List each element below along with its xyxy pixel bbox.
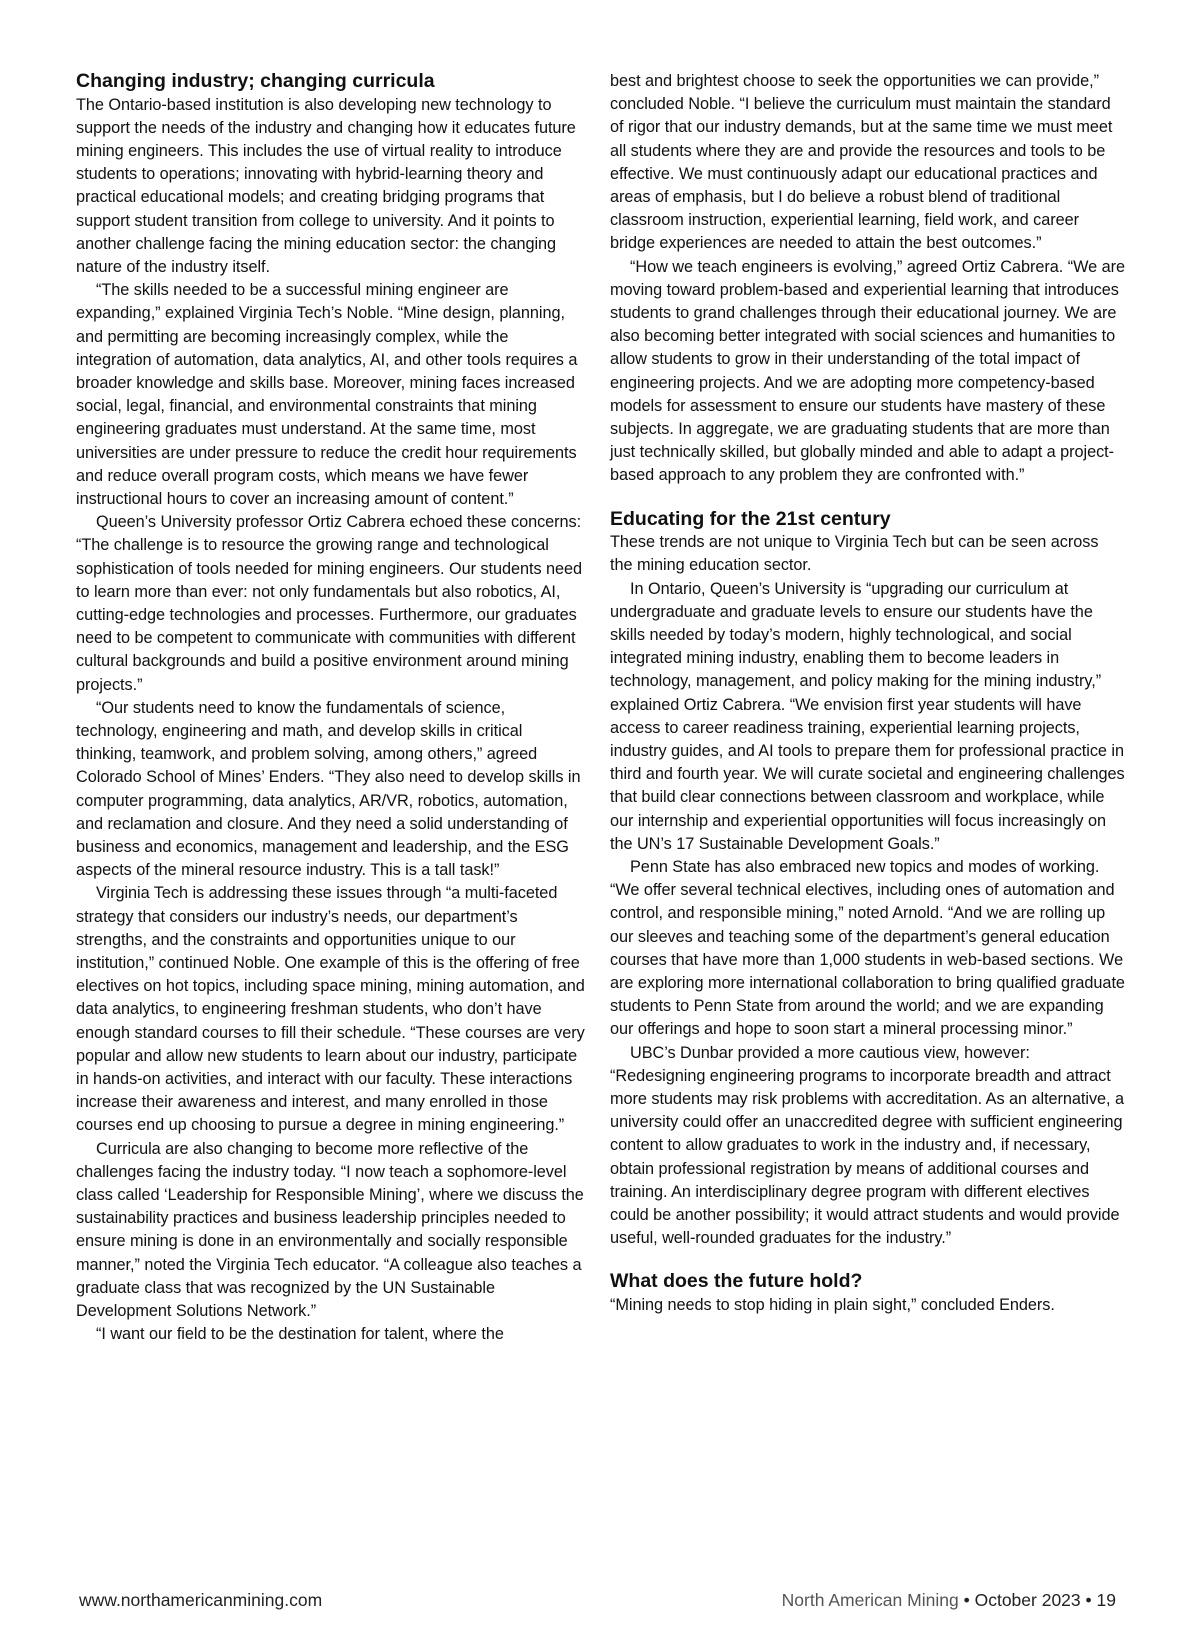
body-paragraph: “Mining needs to stop hiding in plain sight,” concluded Enders. bbox=[610, 1295, 1055, 1314]
body-paragraph: Virginia Tech is addressing these issues through “a multi-faceted strategy that considers our industry’s needs, our department’s strengths, and the constraints and opportunities unique to our institution,” continued Noble. One example of this is the offering of free electives on hot topics, including space mining, mining automation, and data analytics, to engineering freshman students, who don’t have enough standard courses to fill their schedule. “These courses are very popular and allow new students to learn about our industry, participate in hands-on activities, and interact with our faculty. These interactions increase their awareness and interest, and many enrolled in those courses end up choosing to pursue a degree in mining engineering.” bbox=[76, 884, 585, 1135]
body-paragraph: These trends are not unique to Virginia Tech but can be seen across the mining education sector. bbox=[610, 533, 1099, 575]
body-paragraph: Curricula are also changing to become more reflective of the challenges facing the industry today. “I now teach a sophomore-level class called ‘Leadership for Responsible Mining’, where we discuss the sustainability practices and business leadership principles needed to ensure mining is done in an environmentally and socially responsible manner,” noted the Virginia Tech educator. “A colleague also teaches a graduate class that was recognized by the UN Sustainable Development Solutions Network.” bbox=[76, 1139, 584, 1321]
section-heading-21st-century: Educating for the 21st century bbox=[610, 507, 891, 530]
section-heading-changing-industry: Changing industry; changing curricula bbox=[76, 70, 435, 92]
body-paragraph: “The skills needed to be a successful mining engineer are expanding,” explained Virginia Tech’s Noble. “Mine design, planning, and permitting are becoming increasingly complex, while the integration of automation, data analytics, AI, and other tools requires a broader knowledge and skills base. Moreover, mining faces increased social, legal, financial, and environmental constraints that mining engineering graduates must understand. At the same time, most universities are under pressure to reduce the credit hour requirements and reduce overall program costs, which means we have fewer instructional hours to cover an increasing amount of content.” bbox=[76, 281, 578, 508]
body-paragraph: UBC’s Dunbar provided a more cautious view, however: “Redesigning engineering programs to incorporate breadth and attract more students may risk problems with accreditation. As an alternative, a university could offer an unaccredited degree with sufficient engineering content to allow graduates to work in the industry and, if necessary, obtain professional registration by means of additional courses and training. An interdisciplinary degree program with different electives could be another possibility; it would attract students and would provide useful, well-rounded graduates for the industry.” bbox=[610, 1043, 1125, 1248]
body-paragraph: The Ontario-based institution is also developing new technology to support the needs of the industry and changing how it educates future mining engineers. This includes the use of virtual reality to introduce students to operations; innovating with hybrid-learning theory and practical educational models; and creating bridging programs that support student transition from college to university. And it points to another challenge facing the mining education sector: the changing nature of the industry itself. bbox=[76, 95, 576, 276]
section-heading-future: What does the future hold? bbox=[610, 1270, 863, 1293]
footer-separator: • bbox=[1085, 1590, 1092, 1610]
body-paragraph: Queen’s University professor Ortiz Cabrera echoed these concerns: “The challenge is to resource the growing range and technological sophistication of tools needed for mining engineers. Our students need to learn more than ever: not only fundamentals but also robotics, AI, cutting-edge technologies and processes. Furthermore, our graduates need to be competent to communicate with communities with different cultural backgrounds and build a positive environment around mining projects.” bbox=[76, 513, 583, 694]
footer-separator: • bbox=[963, 1590, 970, 1610]
body-paragraph: “I want our field to be the destination for talent, where the bbox=[96, 1325, 504, 1344]
right-column bbox=[610, 70, 1125, 1317]
body-paragraph-continuation: best and brightest choose to seek the opportunities we can provide,” concluded Noble. “I believe the curriculum must maintain the standard of rigor that our industry demands, but at the same time we must meet all students where they are and provide the resources and tools to be effective. We must continuously adapt our educational practices and areas of emphasis, but I do believe a robust blend of traditional classroom instruction, experiential learning, field work, and career bridge experiences are needed to attain the best outcomes.” bbox=[610, 72, 1113, 253]
body-paragraph: “Our students need to know the fundamentals of science, technology, engineering and math, and develop skills in critical thinking, teamwork, and problem solving, among others,” agreed Colorado School of Mines’ Enders. “They also need to develop skills in computer programming, data analytics, AR/VR, robotics, automation, and reclamation and closure. And they need a solid understanding of business and economics, management and leadership, and the ESG aspects of the mineral resource industry. This is a tall task!” bbox=[76, 698, 581, 880]
footer-page-number: 19 bbox=[1096, 1590, 1116, 1610]
footer-publication: North American Mining bbox=[781, 1590, 959, 1610]
body-paragraph: Penn State has also embraced new topics and modes of working. “We offer several technical electives, including ones of automation and control, and responsible mining,” noted Arnold. “And we are rolling up our sleeves and teaching some of the department’s general education courses that have more than 1,000 students in web-based sections. We are exploring more international collaboration to bring qualified graduate students to Penn State from around the world; and we are expanding our offerings and hope to soon start a mineral processing minor.” bbox=[610, 858, 1125, 1039]
footer-folio bbox=[782, 1590, 1116, 1611]
footer-issue: October 2023 bbox=[974, 1590, 1081, 1610]
left-column bbox=[76, 70, 586, 1346]
body-paragraph: In Ontario, Queen’s University is “upgrading our curriculum at undergraduate and graduate levels to ensure our students have the skills needed by today’s modern, highly technological, and social integrated mining industry, enabling them to become leaders in technology, management, and policy making for the mining industry,” explained Ortiz Cabrera. “We envision first year students will have access to career readiness training, experiential learning projects, industry guides, and AI tools to prepare them for professional practice in third and fourth year. We will curate societal and engineering challenges that build clear connections between classroom and workplace, while our internship and experiential opportunities will focus increasingly on the UN’s 17 Sustainable Development Goals.” bbox=[610, 579, 1125, 853]
footer-website[interactable]: www.northamericanmining.com bbox=[79, 1590, 323, 1610]
body-paragraph: “How we teach engineers is evolving,” agreed Ortiz Cabrera. “We are moving toward problem-based and experiential learning that introduces students to grand challenges through their educational journey. We are also becoming better integrated with social sciences and humanities to allow students to grow in their understanding of the total impact of engineering projects. And we are adopting more competency-based models for assessment to ensure our students have mastery of these subjects. In aggregate, we are graduating students that are more than just technically skilled, but globally minded and able to adapt a project-based approach to any problem they are confronted with.” bbox=[610, 257, 1125, 485]
